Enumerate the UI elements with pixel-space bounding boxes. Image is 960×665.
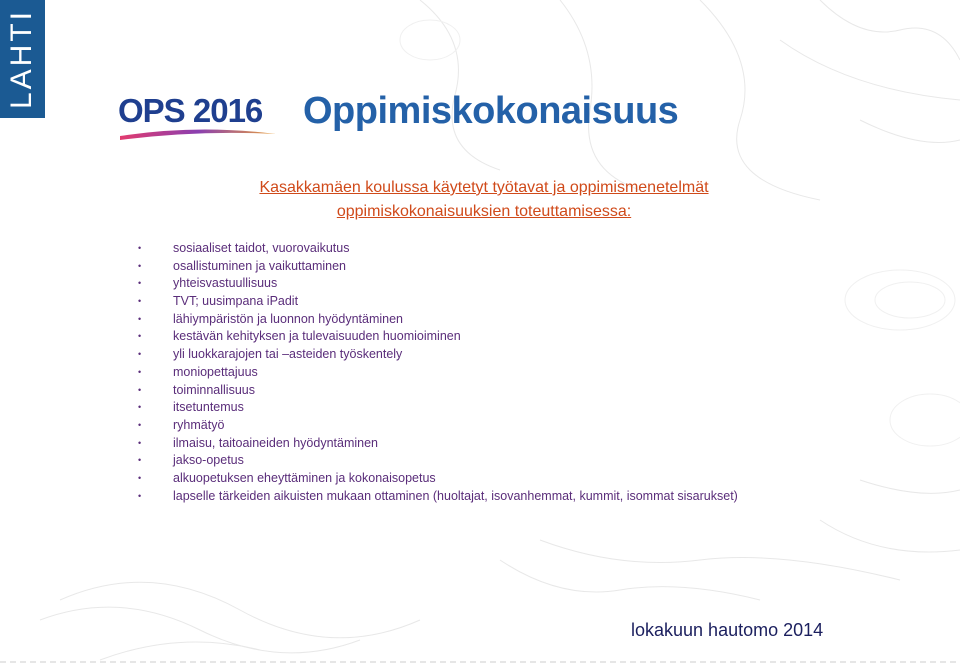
- lahti-logo-block: [0, 0, 45, 118]
- list-item: • TVT; uusimpana iPadit: [138, 293, 738, 311]
- heading-line-1: Kasakkamäen koulussa käytetyt työtavat ja oppimismenetelmät: [259, 179, 709, 196]
- ops-2016-logo-text: OPS 2016: [118, 92, 263, 129]
- methods-list: [138, 240, 738, 505]
- list-item: • lapselle tärkeiden aikuisten mukaan ottaminen (huoltajat, isovanhemmat, kummit, isommat sisarukset): [138, 488, 738, 506]
- list-item: • ryhmätyö: [138, 417, 738, 435]
- list-item: • itsetuntemus: [138, 399, 738, 417]
- list-item: • kestävän kehityksen ja tulevaisuuden huomioiminen: [138, 328, 738, 346]
- heading-line-2: oppimiskokonaisuuksien toteuttamisessa:: [336, 203, 632, 220]
- list-item: • alkuopetuksen eheyttäminen ja kokonaisopetus: [138, 470, 738, 488]
- list-item: • jakso-opetus: [138, 452, 738, 470]
- page-title: Oppimiskokonaisuus: [303, 90, 679, 132]
- list-item: • yhteisvastuullisuus: [138, 275, 738, 293]
- ops-logo-swoosh-icon: [118, 126, 278, 146]
- list-item: • lähiympäristön ja luonnon hyödyntäminen: [138, 311, 738, 329]
- list-item: • osallistuminen ja vaikuttaminen: [138, 258, 738, 276]
- lahti-logo-text: LAHTI: [5, 8, 38, 110]
- ops-2016-logo: [118, 90, 278, 150]
- footer-text: lokakuun hautomo 2014: [631, 620, 824, 640]
- list-item: • moniopettajuus: [138, 364, 738, 382]
- list-item: • ilmaisu, taitoaineiden hyödyntäminen: [138, 435, 738, 453]
- list-item: • yli luokkarajojen tai –asteiden työskentely: [138, 346, 738, 364]
- bottom-dashed-border: [0, 660, 960, 665]
- list-item: • sosiaaliset taidot, vuorovaikutus: [138, 240, 738, 258]
- list-item: • toiminnallisuus: [138, 382, 738, 400]
